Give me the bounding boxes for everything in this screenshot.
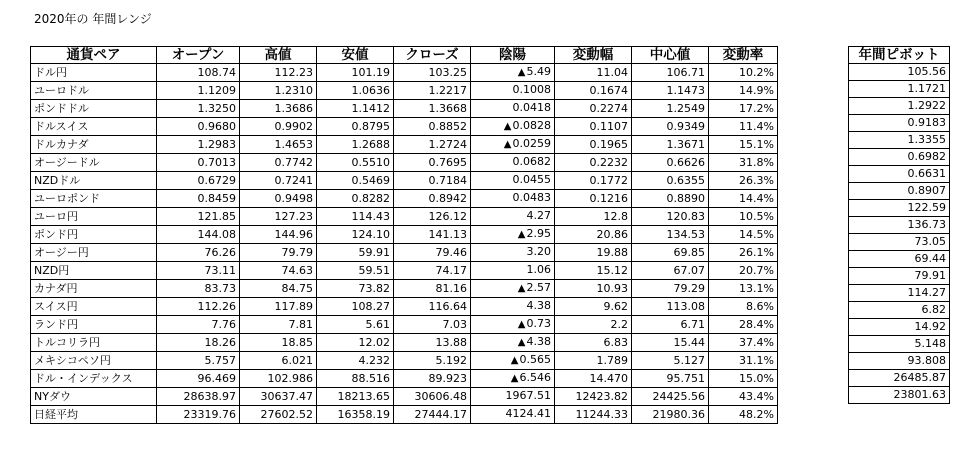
table-row xyxy=(31,244,778,262)
cell-rate: 13.1% xyxy=(709,280,778,298)
cell-high: 79.79 xyxy=(240,244,317,262)
triangle-up-icon: ▲ xyxy=(510,355,519,366)
pivot-row xyxy=(849,234,950,251)
cell-range: 2.2 xyxy=(555,316,632,334)
cell-open: 18.26 xyxy=(157,334,240,352)
cell-pair: 日経平均 xyxy=(31,406,157,424)
cell-yinyang xyxy=(471,262,555,280)
cell-open: 108.74 xyxy=(157,64,240,82)
cell-mid: 120.83 xyxy=(632,208,709,226)
triangle-up-icon: ▲ xyxy=(503,139,512,150)
table-row xyxy=(31,190,778,208)
cell-open: 1.2983 xyxy=(157,136,240,154)
cell-pair: NZDドル xyxy=(31,172,157,190)
cell-range: 1.789 xyxy=(555,352,632,370)
cell-yinyang xyxy=(471,118,555,136)
yinyang-value: 1.06 xyxy=(526,263,551,276)
table-row xyxy=(31,406,778,424)
yinyang-value: 4.38 xyxy=(526,299,551,312)
cell-close: 0.7184 xyxy=(394,172,471,190)
pivot-row xyxy=(849,370,950,387)
cell-low: 0.8282 xyxy=(317,190,394,208)
pivot-row xyxy=(849,387,950,404)
cell-low: 59.91 xyxy=(317,244,394,262)
cell-pair: ドル・インデックス xyxy=(31,370,157,388)
cell-low: 101.19 xyxy=(317,64,394,82)
cell-yinyang xyxy=(471,82,555,100)
pivot-row xyxy=(849,64,950,81)
cell-rate: 11.4% xyxy=(709,118,778,136)
yinyang-value: 0.0682 xyxy=(512,155,551,168)
cell-range: 12.8 xyxy=(555,208,632,226)
yinyang-value: 6.546 xyxy=(519,371,551,384)
cell-close: 1.2217 xyxy=(394,82,471,100)
cell-mid: 1.3671 xyxy=(632,136,709,154)
yinyang-value: 0.0418 xyxy=(512,101,551,114)
cell-range: 11.04 xyxy=(555,64,632,82)
cell-rate: 31.1% xyxy=(709,352,778,370)
cell-pivot: 1.2922 xyxy=(849,98,950,115)
cell-rate: 14.4% xyxy=(709,190,778,208)
cell-yinyang xyxy=(471,154,555,172)
cell-low: 114.43 xyxy=(317,208,394,226)
table-row xyxy=(31,100,778,118)
cell-mid: 0.8890 xyxy=(632,190,709,208)
cell-range: 20.86 xyxy=(555,226,632,244)
cell-high: 102.986 xyxy=(240,370,317,388)
cell-pair: ランド円 xyxy=(31,316,157,334)
cell-low: 1.2688 xyxy=(317,136,394,154)
header-yinyang: 陰陽 xyxy=(471,47,555,64)
pivot-header-row xyxy=(849,47,950,64)
pivot-row xyxy=(849,217,950,234)
cell-mid: 15.44 xyxy=(632,334,709,352)
cell-low: 0.8795 xyxy=(317,118,394,136)
pivot-row xyxy=(849,183,950,200)
table-row xyxy=(31,334,778,352)
cell-mid: 1.1473 xyxy=(632,82,709,100)
cell-high: 84.75 xyxy=(240,280,317,298)
cell-rate: 28.4% xyxy=(709,316,778,334)
cell-high: 0.7241 xyxy=(240,172,317,190)
cell-yinyang xyxy=(471,190,555,208)
cell-open: 144.08 xyxy=(157,226,240,244)
cell-open: 0.9680 xyxy=(157,118,240,136)
yinyang-value: 0.1008 xyxy=(512,83,551,96)
table-row xyxy=(31,208,778,226)
pivot-row xyxy=(849,353,950,370)
cell-range: 6.83 xyxy=(555,334,632,352)
cell-range: 14.470 xyxy=(555,370,632,388)
pivot-row xyxy=(849,166,950,183)
cell-close: 141.13 xyxy=(394,226,471,244)
cell-pair: ポンド円 xyxy=(31,226,157,244)
cell-rate: 20.7% xyxy=(709,262,778,280)
cell-yinyang xyxy=(471,208,555,226)
triangle-up-icon: ▲ xyxy=(517,67,526,78)
table-row xyxy=(31,172,778,190)
sheet-title: 2020年の 年間レンジ xyxy=(34,12,152,26)
cell-close: 0.8942 xyxy=(394,190,471,208)
cell-range: 19.88 xyxy=(555,244,632,262)
cell-mid: 79.29 xyxy=(632,280,709,298)
cell-rate: 10.5% xyxy=(709,208,778,226)
cell-low: 12.02 xyxy=(317,334,394,352)
cell-range: 12423.82 xyxy=(555,388,632,406)
cell-close: 74.17 xyxy=(394,262,471,280)
cell-open: 83.73 xyxy=(157,280,240,298)
cell-pair: オージー円 xyxy=(31,244,157,262)
cell-low: 59.51 xyxy=(317,262,394,280)
cell-high: 18.85 xyxy=(240,334,317,352)
cell-mid: 24425.56 xyxy=(632,388,709,406)
cell-mid: 0.9349 xyxy=(632,118,709,136)
cell-pair: ユーロ円 xyxy=(31,208,157,226)
header-row xyxy=(31,47,778,64)
cell-low: 124.10 xyxy=(317,226,394,244)
cell-pivot: 26485.87 xyxy=(849,370,950,387)
cell-pair: NZD円 xyxy=(31,262,157,280)
table-row xyxy=(31,370,778,388)
cell-rate: 15.1% xyxy=(709,136,778,154)
cell-high: 112.23 xyxy=(240,64,317,82)
cell-low: 18213.65 xyxy=(317,388,394,406)
cell-yinyang xyxy=(471,370,555,388)
cell-range: 0.1216 xyxy=(555,190,632,208)
header-pivot: 年間ピボット xyxy=(849,47,950,64)
cell-mid: 69.85 xyxy=(632,244,709,262)
cell-high: 117.89 xyxy=(240,298,317,316)
cell-open: 121.85 xyxy=(157,208,240,226)
cell-high: 30637.47 xyxy=(240,388,317,406)
cell-low: 5.61 xyxy=(317,316,394,334)
cell-open: 5.757 xyxy=(157,352,240,370)
cell-low: 73.82 xyxy=(317,280,394,298)
yinyang-value: 4.38 xyxy=(526,335,551,348)
table-row xyxy=(31,280,778,298)
header-open: オープン xyxy=(157,47,240,64)
cell-low: 16358.19 xyxy=(317,406,394,424)
yinyang-value: 0.0483 xyxy=(512,191,551,204)
cell-range: 0.1965 xyxy=(555,136,632,154)
range-table xyxy=(30,46,778,424)
table-row xyxy=(31,82,778,100)
table-row xyxy=(31,226,778,244)
cell-pair: トルコリラ円 xyxy=(31,334,157,352)
cell-range: 11244.33 xyxy=(555,406,632,424)
table-row xyxy=(31,64,778,82)
cell-rate: 14.9% xyxy=(709,82,778,100)
cell-close: 1.3668 xyxy=(394,100,471,118)
yinyang-value: 2.95 xyxy=(526,227,551,240)
cell-yinyang xyxy=(471,172,555,190)
table-row xyxy=(31,154,778,172)
cell-close: 0.8852 xyxy=(394,118,471,136)
header-rate: 変動率 xyxy=(709,47,778,64)
cell-pair: ドルスイス xyxy=(31,118,157,136)
cell-high: 27602.52 xyxy=(240,406,317,424)
cell-mid: 67.07 xyxy=(632,262,709,280)
cell-rate: 15.0% xyxy=(709,370,778,388)
cell-pivot: 5.148 xyxy=(849,336,950,353)
cell-open: 28638.97 xyxy=(157,388,240,406)
pivot-row xyxy=(849,268,950,285)
header-high: 高値 xyxy=(240,47,317,64)
cell-mid: 21980.36 xyxy=(632,406,709,424)
cell-close: 0.7695 xyxy=(394,154,471,172)
cell-low: 0.5510 xyxy=(317,154,394,172)
cell-pair: ドル円 xyxy=(31,64,157,82)
cell-rate: 37.4% xyxy=(709,334,778,352)
cell-close: 103.25 xyxy=(394,64,471,82)
cell-open: 1.1209 xyxy=(157,82,240,100)
cell-rate: 26.1% xyxy=(709,244,778,262)
yinyang-value: 0.0828 xyxy=(512,119,551,132)
triangle-up-icon: ▲ xyxy=(510,373,519,384)
cell-close: 7.03 xyxy=(394,316,471,334)
yinyang-value: 0.0455 xyxy=(512,173,551,186)
cell-range: 15.12 xyxy=(555,262,632,280)
pivot-row xyxy=(849,115,950,132)
cell-mid: 0.6355 xyxy=(632,172,709,190)
cell-close: 27444.17 xyxy=(394,406,471,424)
cell-pair: NYダウ xyxy=(31,388,157,406)
cell-mid: 106.71 xyxy=(632,64,709,82)
table-row xyxy=(31,316,778,334)
cell-yinyang xyxy=(471,136,555,154)
cell-rate: 10.2% xyxy=(709,64,778,82)
cell-open: 76.26 xyxy=(157,244,240,262)
cell-pair: ドルカナダ xyxy=(31,136,157,154)
cell-close: 116.64 xyxy=(394,298,471,316)
yinyang-value: 2.57 xyxy=(526,281,551,294)
triangle-up-icon: ▲ xyxy=(517,283,526,294)
cell-open: 112.26 xyxy=(157,298,240,316)
cell-open: 0.7013 xyxy=(157,154,240,172)
header-low: 安値 xyxy=(317,47,394,64)
cell-high: 0.9902 xyxy=(240,118,317,136)
cell-mid: 1.2549 xyxy=(632,100,709,118)
cell-close: 89.923 xyxy=(394,370,471,388)
cell-low: 108.27 xyxy=(317,298,394,316)
cell-yinyang xyxy=(471,298,555,316)
cell-pivot: 14.92 xyxy=(849,319,950,336)
cell-yinyang xyxy=(471,316,555,334)
cell-high: 1.4653 xyxy=(240,136,317,154)
cell-low: 0.5469 xyxy=(317,172,394,190)
cell-yinyang xyxy=(471,226,555,244)
cell-pivot: 114.27 xyxy=(849,285,950,302)
cell-pivot: 93.808 xyxy=(849,353,950,370)
cell-open: 96.469 xyxy=(157,370,240,388)
cell-high: 7.81 xyxy=(240,316,317,334)
pivot-row xyxy=(849,149,950,166)
pivot-row xyxy=(849,302,950,319)
cell-pair: カナダ円 xyxy=(31,280,157,298)
cell-pivot: 6.82 xyxy=(849,302,950,319)
cell-rate: 14.5% xyxy=(709,226,778,244)
cell-pivot: 136.73 xyxy=(849,217,950,234)
cell-mid: 95.751 xyxy=(632,370,709,388)
cell-mid: 113.08 xyxy=(632,298,709,316)
cell-low: 1.1412 xyxy=(317,100,394,118)
cell-high: 1.3686 xyxy=(240,100,317,118)
cell-rate: 17.2% xyxy=(709,100,778,118)
cell-high: 0.9498 xyxy=(240,190,317,208)
cell-mid: 6.71 xyxy=(632,316,709,334)
table-row xyxy=(31,136,778,154)
yinyang-value: 4124.41 xyxy=(505,407,551,420)
cell-rate: 26.3% xyxy=(709,172,778,190)
cell-close: 126.12 xyxy=(394,208,471,226)
cell-high: 144.96 xyxy=(240,226,317,244)
header-mid: 中心値 xyxy=(632,47,709,64)
triangle-up-icon: ▲ xyxy=(503,121,512,132)
cell-pair: スイス円 xyxy=(31,298,157,316)
yinyang-value: 0.565 xyxy=(519,353,551,366)
cell-pivot: 73.05 xyxy=(849,234,950,251)
cell-rate: 31.8% xyxy=(709,154,778,172)
cell-range: 0.1674 xyxy=(555,82,632,100)
cell-range: 0.1107 xyxy=(555,118,632,136)
cell-pivot: 0.9183 xyxy=(849,115,950,132)
cell-pivot: 1.1721 xyxy=(849,81,950,98)
cell-rate: 48.2% xyxy=(709,406,778,424)
table-row xyxy=(31,352,778,370)
cell-range: 0.1772 xyxy=(555,172,632,190)
cell-pair: オージードル xyxy=(31,154,157,172)
cell-mid: 134.53 xyxy=(632,226,709,244)
cell-close: 30606.48 xyxy=(394,388,471,406)
cell-range: 0.2274 xyxy=(555,100,632,118)
cell-high: 1.2310 xyxy=(240,82,317,100)
cell-pivot: 0.6982 xyxy=(849,149,950,166)
pivot-row xyxy=(849,336,950,353)
cell-high: 6.021 xyxy=(240,352,317,370)
pivot-row xyxy=(849,132,950,149)
cell-close: 1.2724 xyxy=(394,136,471,154)
cell-pair: ユーロドル xyxy=(31,82,157,100)
cell-range: 10.93 xyxy=(555,280,632,298)
table-row xyxy=(31,388,778,406)
yinyang-value: 5.49 xyxy=(526,65,551,78)
cell-pair: ユーロポンド xyxy=(31,190,157,208)
cell-open: 0.6729 xyxy=(157,172,240,190)
yinyang-value: 0.73 xyxy=(526,317,551,330)
pivot-row xyxy=(849,319,950,336)
cell-yinyang xyxy=(471,388,555,406)
cell-pivot: 23801.63 xyxy=(849,387,950,404)
table-row xyxy=(31,118,778,136)
cell-range: 9.62 xyxy=(555,298,632,316)
triangle-up-icon: ▲ xyxy=(517,337,526,348)
cell-close: 79.46 xyxy=(394,244,471,262)
table-row xyxy=(31,298,778,316)
cell-high: 0.7742 xyxy=(240,154,317,172)
cell-close: 13.88 xyxy=(394,334,471,352)
pivot-row xyxy=(849,98,950,115)
cell-pivot: 122.59 xyxy=(849,200,950,217)
cell-open: 7.76 xyxy=(157,316,240,334)
pivot-row xyxy=(849,285,950,302)
cell-pivot: 69.44 xyxy=(849,251,950,268)
cell-open: 1.3250 xyxy=(157,100,240,118)
cell-pivot: 79.91 xyxy=(849,268,950,285)
yinyang-value: 4.27 xyxy=(526,209,551,222)
cell-mid: 5.127 xyxy=(632,352,709,370)
cell-yinyang xyxy=(471,244,555,262)
cell-low: 4.232 xyxy=(317,352,394,370)
cell-pivot: 0.8907 xyxy=(849,183,950,200)
header-range: 変動幅 xyxy=(555,47,632,64)
cell-pivot: 1.3355 xyxy=(849,132,950,149)
cell-yinyang xyxy=(471,64,555,82)
cell-yinyang xyxy=(471,406,555,424)
cell-low: 1.0636 xyxy=(317,82,394,100)
header-pair: 通貨ペア xyxy=(31,47,157,64)
triangle-up-icon: ▲ xyxy=(517,229,526,240)
pivot-table xyxy=(848,46,950,404)
cell-rate: 43.4% xyxy=(709,388,778,406)
pivot-row xyxy=(849,200,950,217)
cell-low: 88.516 xyxy=(317,370,394,388)
yinyang-value: 0.0259 xyxy=(512,137,551,150)
cell-pivot: 0.6631 xyxy=(849,166,950,183)
cell-open: 0.8459 xyxy=(157,190,240,208)
cell-pair: ポンドドル xyxy=(31,100,157,118)
pivot-row xyxy=(849,251,950,268)
cell-yinyang xyxy=(471,352,555,370)
cell-close: 81.16 xyxy=(394,280,471,298)
cell-yinyang xyxy=(471,334,555,352)
triangle-up-icon: ▲ xyxy=(517,319,526,330)
cell-yinyang xyxy=(471,100,555,118)
cell-open: 73.11 xyxy=(157,262,240,280)
cell-close: 5.192 xyxy=(394,352,471,370)
cell-pair: メキシコペソ円 xyxy=(31,352,157,370)
cell-rate: 8.6% xyxy=(709,298,778,316)
cell-high: 127.23 xyxy=(240,208,317,226)
table-row xyxy=(31,262,778,280)
cell-high: 74.63 xyxy=(240,262,317,280)
yinyang-value: 3.20 xyxy=(526,245,551,258)
cell-mid: 0.6626 xyxy=(632,154,709,172)
cell-yinyang xyxy=(471,280,555,298)
cell-range: 0.2232 xyxy=(555,154,632,172)
yinyang-value: 1967.51 xyxy=(505,389,551,402)
cell-open: 23319.76 xyxy=(157,406,240,424)
header-close: クローズ xyxy=(394,47,471,64)
cell-pivot: 105.56 xyxy=(849,64,950,81)
pivot-row xyxy=(849,81,950,98)
